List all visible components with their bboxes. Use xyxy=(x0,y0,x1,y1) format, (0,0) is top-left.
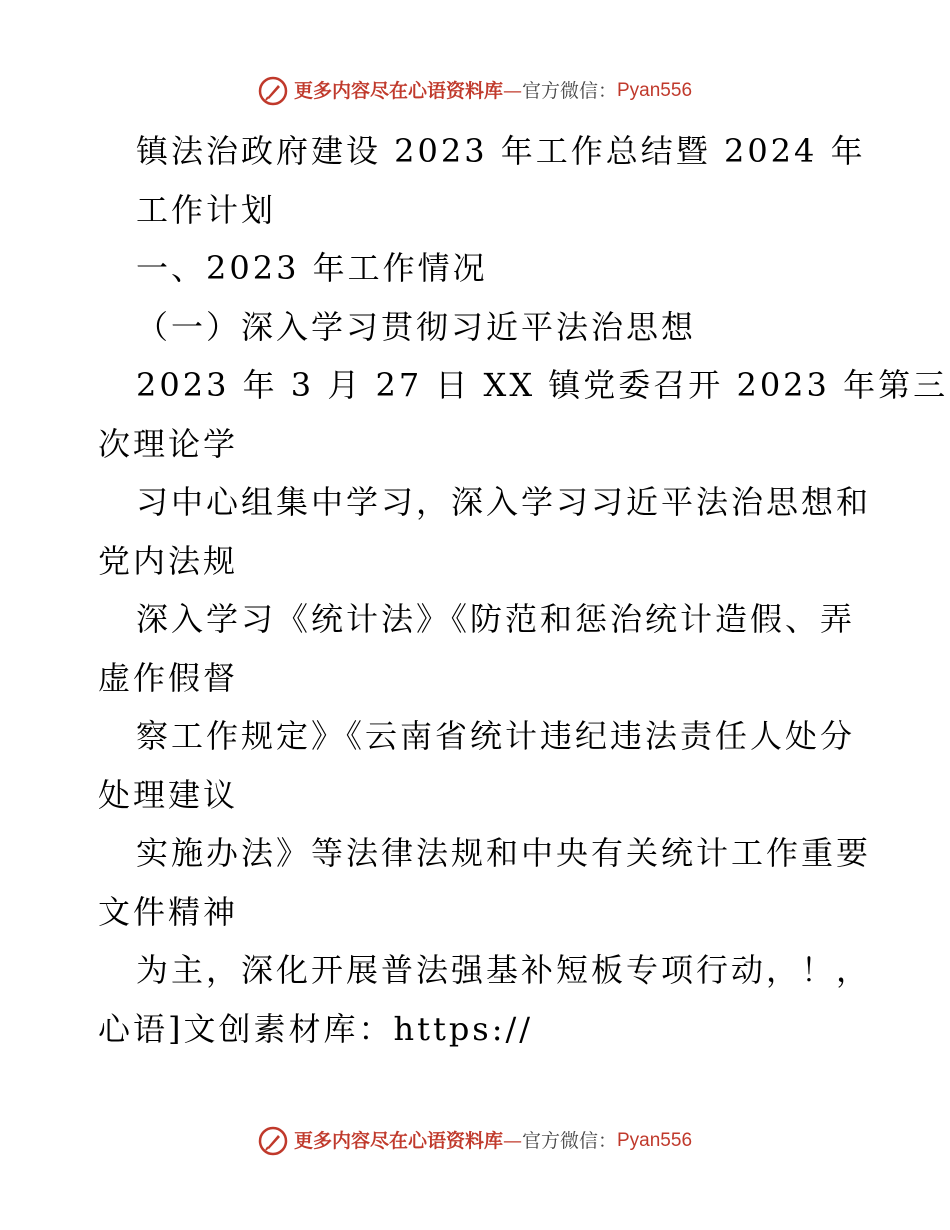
banner-wechat-id: Pyan556 xyxy=(617,80,693,101)
text-line: 处理建议 xyxy=(98,775,239,814)
text-line: 工作计划 xyxy=(136,190,277,229)
text-line: 习中心组集中学习，深入学习习近平法治思想和 xyxy=(136,483,872,521)
header-banner xyxy=(0,76,950,106)
banner-wechat-id: Pyan556 xyxy=(617,1130,693,1151)
text-line: 2023 年 3 月 27 日 XX 镇党委召开 2023 年第三 xyxy=(136,366,949,404)
quill-logo-icon xyxy=(258,1126,288,1156)
banner-sub-text: 官方微信： xyxy=(521,80,617,102)
text-line: 次理论学 xyxy=(98,424,239,463)
text-line: 实施办法》等法律法规和中央有关统计工作重要 xyxy=(136,834,872,872)
text-line: 为主，深化开展普法强基补短板专项行动，！， xyxy=(136,951,872,989)
text-line: 察工作规定》《云南省统计违纪违法责任人处分 xyxy=(136,717,856,755)
text-line: 文件精神 xyxy=(98,892,239,931)
quill-logo-icon xyxy=(258,76,288,106)
text-line: 党内法规 xyxy=(98,541,239,580)
text-line: 深入学习《统计法》《防范和惩治统计造假、弄 xyxy=(136,600,856,638)
document-body xyxy=(98,122,949,1058)
banner-sub-text: 官方微信： xyxy=(521,1130,617,1152)
footer-banner xyxy=(0,1126,950,1156)
banner-dash: — xyxy=(502,1130,522,1152)
banner-dash: — xyxy=(502,80,522,102)
text-line: （一）深入学习贯彻习近平法治思想 xyxy=(136,307,697,346)
text-line: 一、2023 年工作情况 xyxy=(136,249,488,287)
banner-main-text: 更多内容尽在心语资料库 xyxy=(293,80,503,102)
text-line: 镇法治政府建设 2023 年工作总结暨 2024 年 xyxy=(136,132,866,170)
text-line: 虚作假督 xyxy=(98,658,239,697)
banner-main-text: 更多内容尽在心语资料库 xyxy=(293,1130,503,1152)
text-line: 心语]文创素材库：https:// xyxy=(98,1009,534,1048)
